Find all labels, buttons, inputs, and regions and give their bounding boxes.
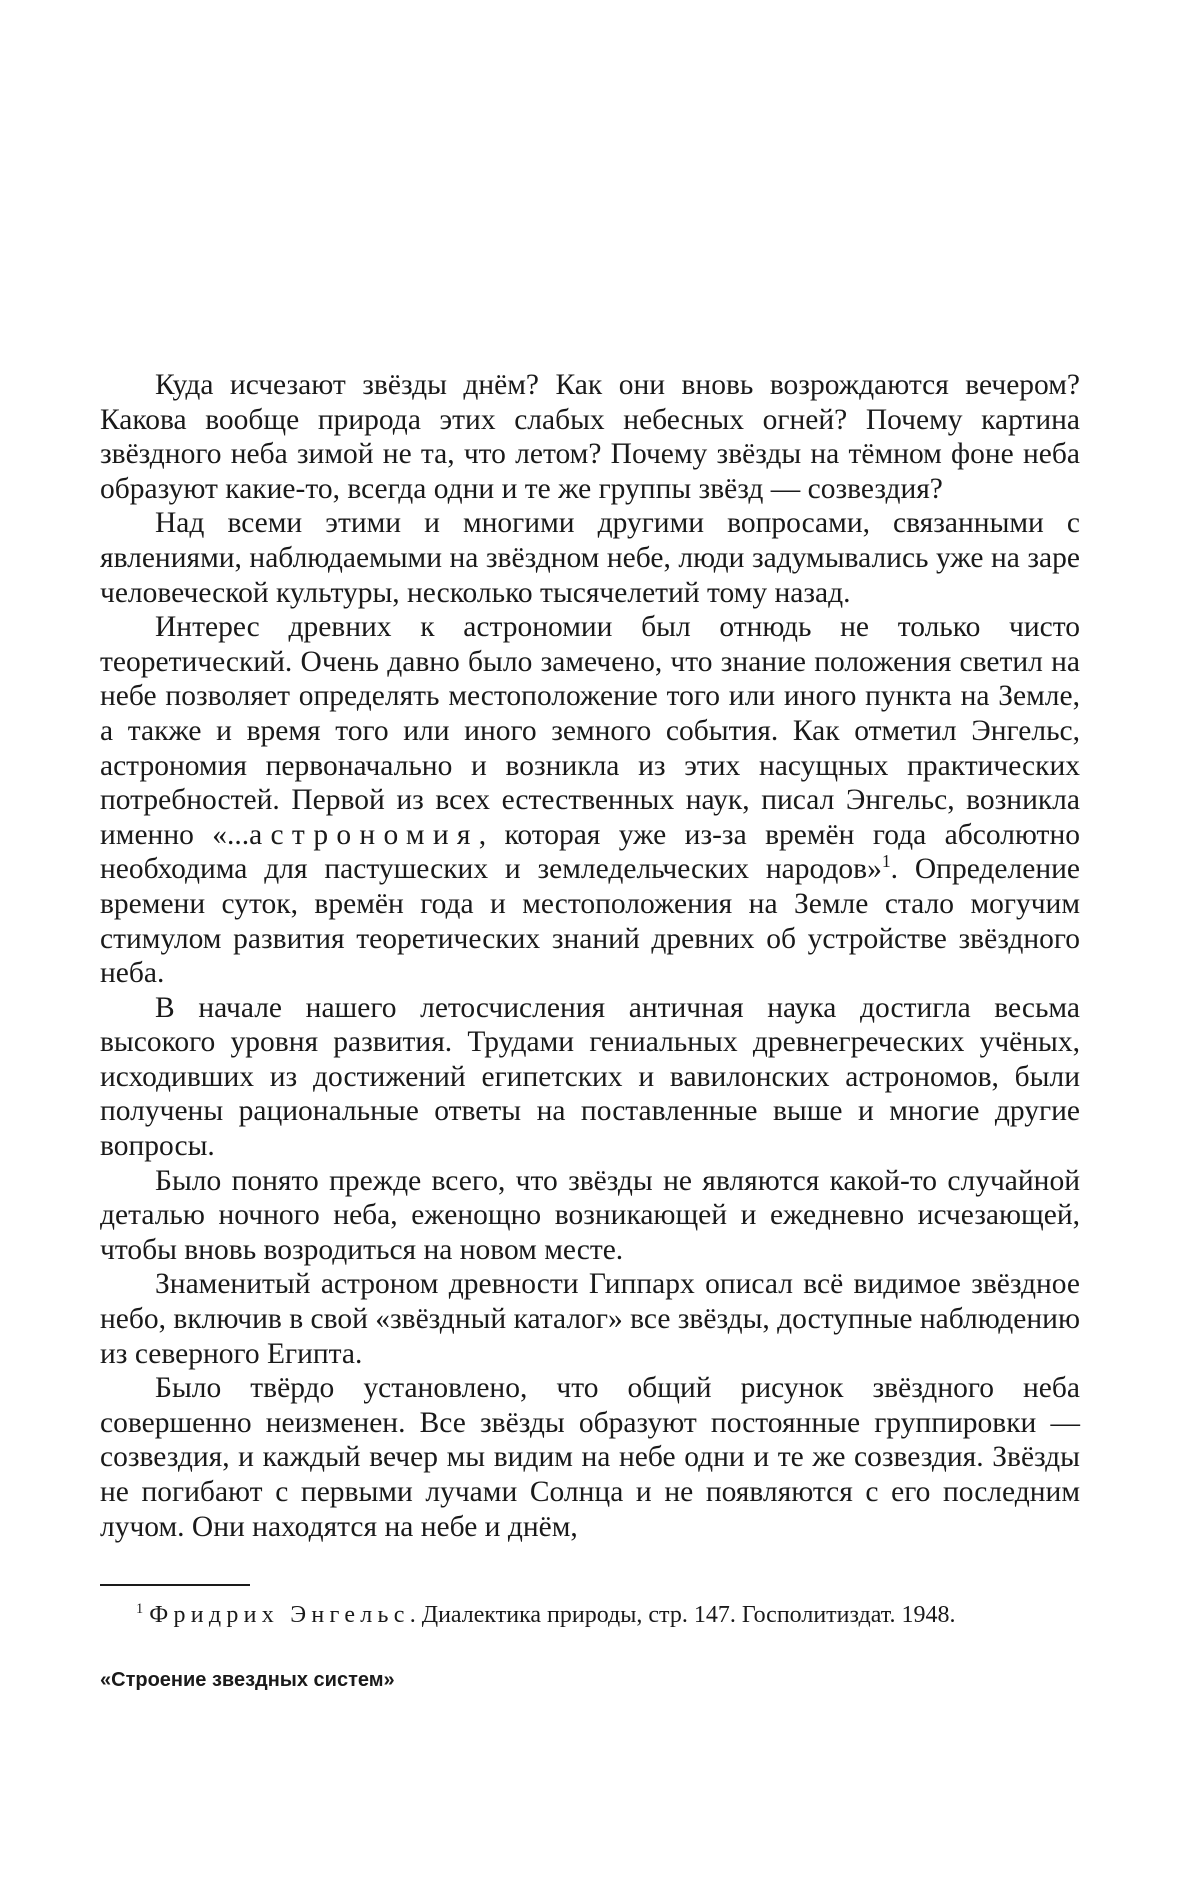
footnote-divider xyxy=(100,1584,250,1586)
body-text xyxy=(100,368,1080,1544)
paragraph-4: В начале нашего летосчисления античная наука достигла весьма высокого уровня развития. Трудами гениальных древнегреческих учёных, исходивших из достижений египетских и вавилонских астрономов, были получены рациональные ответы на поставленные выше и многие другие вопросы. xyxy=(100,991,1080,1163)
paragraph-3 xyxy=(100,610,1080,991)
footnote-text: . Диалектика природы, стр. 147. Госполитиздат. 1948. xyxy=(409,1602,956,1629)
paragraph-1: Куда исчезают звёзды днём? Как они вновь возрождаются вечером? Какова вообще природа этих слабых небесных огней? Почему картина звёздного неба зимой не та, что летом? Почему звёзды на тёмном фоне неба образуют какие-то, всегда одни и те же группы звёзд — созвездия? xyxy=(100,369,1080,505)
footnote-number: 1 xyxy=(136,1601,144,1618)
page xyxy=(100,368,1080,1692)
footnote-author: Фридрих Энгельс xyxy=(149,1602,410,1629)
footnote-reference[interactable]: 1 xyxy=(881,851,891,872)
paragraph-3-end: . Определение времени суток, времён года и местоположения на Земле стало могучим стимулом развития теоретических знаний древних об устройстве звёздного неба. xyxy=(100,853,1081,990)
paragraph-3-start: Интерес древних к астрономии был отнюдь не только чисто теоретический. Очень давно было замечено, что знание положения светил на небе позволяет определять местоположение того или иного пункта на Земле, а также и время того или иного земного события. Как отметил Энгельс, астрономия первоначально и возникла из этих насущных практических потребностей. Первой из всех естественных наук, писал Энгельс, возникла именно «... xyxy=(100,611,1080,851)
paragraph-2: Над всеми этими и многими другими вопросами, связанными с явлениями, наблюдаемыми на звёздном небе, люди задумывались уже на заре человеческой культуры, несколько тысячелетий тому назад. xyxy=(100,507,1080,609)
emphasized-word: астрономия xyxy=(249,818,479,851)
paragraph-6: Знаменитый астроном древности Гиппарх описал всё видимое звёздное небо, включив в свой «звёздный каталог» все звёзды, доступные наблюдению из северного Египта. xyxy=(100,1268,1080,1370)
paragraph-7: Было твёрдо установлено, что общий рисунок звёздного неба совершенно неизменен. Все звёзды образуют постоянные группировки — созвездия, и каждый вечер мы видим на небе одни и те же созвездия. Звёзды не погибают с первыми лучами Солнца и не появляются с его последним лучом. Они находятся на небе и днём, xyxy=(100,1372,1080,1543)
signature-line: «Строение звездных систем» xyxy=(100,1669,395,1692)
footnote xyxy=(100,1600,1080,1630)
paragraph-5: Было понято прежде всего, что звёзды не являются какой-то случайной деталью ночного неба, еженощно возникающей и ежедневно исчезающей, чтобы вновь возродиться на новом месте. xyxy=(100,1164,1080,1266)
paragraph-3-quote-end: , которая уже из-за времён года абсолютно необходима для пастушеских и земледельческих народов» xyxy=(100,818,1080,886)
